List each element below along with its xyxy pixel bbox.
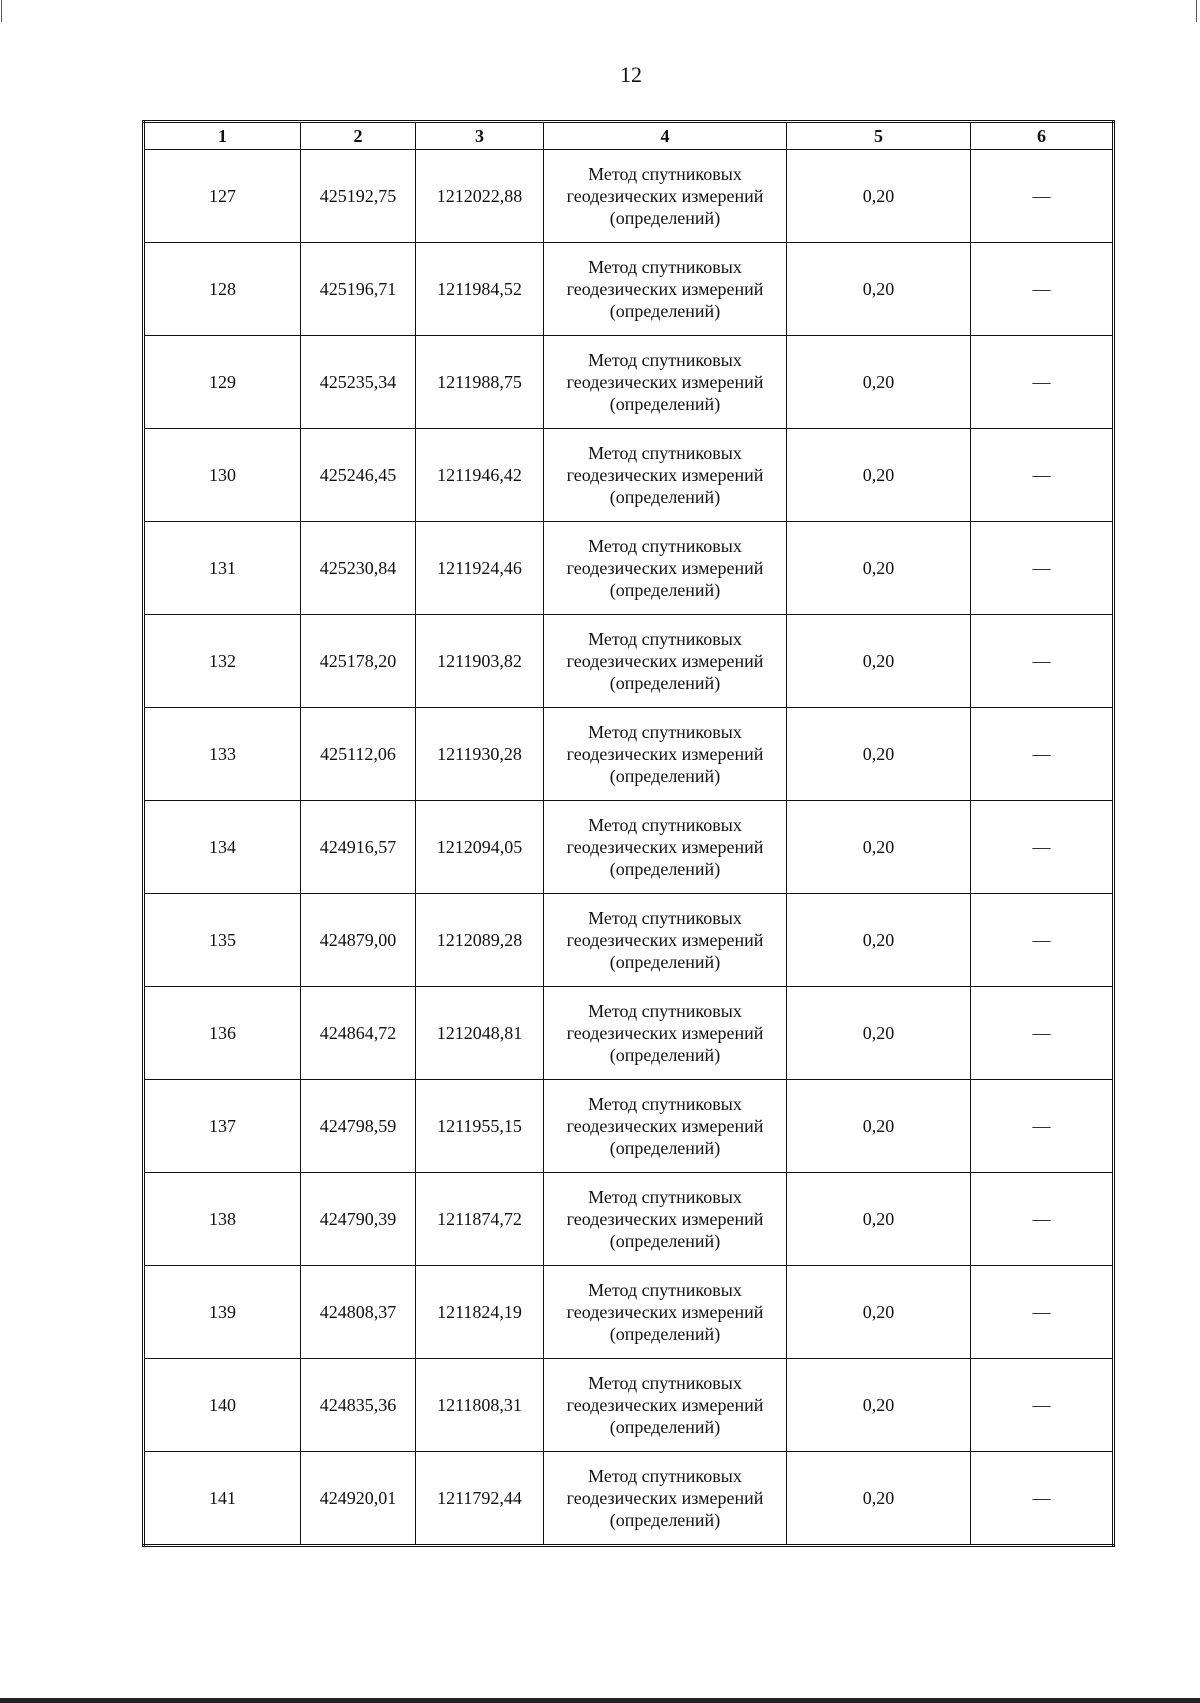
point-number-cell: 134 bbox=[144, 801, 301, 894]
note-cell: — bbox=[971, 615, 1114, 708]
accuracy-cell: 0,20 bbox=[787, 336, 971, 429]
method-cell: Метод спутниковых геодезических измерений (определений) bbox=[544, 708, 787, 801]
x-coordinate-cell: 424920,01 bbox=[301, 1452, 416, 1546]
accuracy-cell: 0,20 bbox=[787, 894, 971, 987]
table-row bbox=[144, 708, 1114, 801]
y-coordinate-cell: 1211824,19 bbox=[416, 1266, 544, 1359]
table-header bbox=[144, 122, 1114, 150]
note-cell: — bbox=[971, 708, 1114, 801]
method-cell: Метод спутниковых геодезических измерений (определений) bbox=[544, 1266, 787, 1359]
y-coordinate-cell: 1211808,31 bbox=[416, 1359, 544, 1452]
point-number-cell: 128 bbox=[144, 243, 301, 336]
x-coordinate-cell: 425196,71 bbox=[301, 243, 416, 336]
method-cell: Метод спутниковых геодезических измерений (определений) bbox=[544, 1080, 787, 1173]
table-row bbox=[144, 1173, 1114, 1266]
table-row bbox=[144, 615, 1114, 708]
y-coordinate-cell: 1212089,28 bbox=[416, 894, 544, 987]
table-row bbox=[144, 522, 1114, 615]
table-row bbox=[144, 1080, 1114, 1173]
x-coordinate-cell: 424864,72 bbox=[301, 987, 416, 1080]
table-row bbox=[144, 243, 1114, 336]
coordinates-table bbox=[142, 120, 1115, 1547]
table-row bbox=[144, 987, 1114, 1080]
scan-edge-mark-left bbox=[1, 0, 2, 22]
scan-edge-mark-right bbox=[1196, 0, 1197, 22]
x-coordinate-cell: 425192,75 bbox=[301, 150, 416, 243]
point-number-cell: 140 bbox=[144, 1359, 301, 1452]
note-cell: — bbox=[971, 894, 1114, 987]
method-cell: Метод спутниковых геодезических измерений (определений) bbox=[544, 801, 787, 894]
point-number-cell: 137 bbox=[144, 1080, 301, 1173]
note-cell: — bbox=[971, 522, 1114, 615]
header-col-3: 3 bbox=[416, 122, 544, 150]
note-cell: — bbox=[971, 1266, 1114, 1359]
x-coordinate-cell: 424808,37 bbox=[301, 1266, 416, 1359]
y-coordinate-cell: 1212094,05 bbox=[416, 801, 544, 894]
note-cell: — bbox=[971, 1173, 1114, 1266]
y-coordinate-cell: 1211874,72 bbox=[416, 1173, 544, 1266]
point-number-cell: 135 bbox=[144, 894, 301, 987]
table-row bbox=[144, 336, 1114, 429]
accuracy-cell: 0,20 bbox=[787, 987, 971, 1080]
note-cell: — bbox=[971, 1080, 1114, 1173]
method-cell: Метод спутниковых геодезических измерений (определений) bbox=[544, 429, 787, 522]
point-number-cell: 131 bbox=[144, 522, 301, 615]
note-cell: — bbox=[971, 801, 1114, 894]
header-col-2: 2 bbox=[301, 122, 416, 150]
method-cell: Метод спутниковых геодезических измерений (определений) bbox=[544, 150, 787, 243]
coordinates-table-container bbox=[142, 120, 1115, 1547]
method-cell: Метод спутниковых геодезических измерений (определений) bbox=[544, 987, 787, 1080]
x-coordinate-cell: 425235,34 bbox=[301, 336, 416, 429]
accuracy-cell: 0,20 bbox=[787, 1266, 971, 1359]
y-coordinate-cell: 1211930,28 bbox=[416, 708, 544, 801]
note-cell: — bbox=[971, 1452, 1114, 1546]
note-cell: — bbox=[971, 243, 1114, 336]
table-row bbox=[144, 150, 1114, 243]
x-coordinate-cell: 425178,20 bbox=[301, 615, 416, 708]
accuracy-cell: 0,20 bbox=[787, 801, 971, 894]
method-cell: Метод спутниковых геодезических измерений (определений) bbox=[544, 1359, 787, 1452]
x-coordinate-cell: 425246,45 bbox=[301, 429, 416, 522]
y-coordinate-cell: 1211946,42 bbox=[416, 429, 544, 522]
accuracy-cell: 0,20 bbox=[787, 429, 971, 522]
x-coordinate-cell: 424798,59 bbox=[301, 1080, 416, 1173]
accuracy-cell: 0,20 bbox=[787, 615, 971, 708]
accuracy-cell: 0,20 bbox=[787, 1173, 971, 1266]
accuracy-cell: 0,20 bbox=[787, 243, 971, 336]
y-coordinate-cell: 1211792,44 bbox=[416, 1452, 544, 1546]
y-coordinate-cell: 1211924,46 bbox=[416, 522, 544, 615]
note-cell: — bbox=[971, 429, 1114, 522]
y-coordinate-cell: 1211988,75 bbox=[416, 336, 544, 429]
header-col-1: 1 bbox=[144, 122, 301, 150]
table-row bbox=[144, 801, 1114, 894]
accuracy-cell: 0,20 bbox=[787, 708, 971, 801]
page-number: 12 bbox=[620, 62, 642, 87]
point-number-cell: 132 bbox=[144, 615, 301, 708]
table-row bbox=[144, 1452, 1114, 1546]
y-coordinate-cell: 1211955,15 bbox=[416, 1080, 544, 1173]
header-col-4: 4 bbox=[544, 122, 787, 150]
accuracy-cell: 0,20 bbox=[787, 150, 971, 243]
note-cell: — bbox=[971, 987, 1114, 1080]
method-cell: Метод спутниковых геодезических измерений (определений) bbox=[544, 336, 787, 429]
header-row bbox=[144, 122, 1114, 150]
y-coordinate-cell: 1211984,52 bbox=[416, 243, 544, 336]
method-cell: Метод спутниковых геодезических измерений (определений) bbox=[544, 894, 787, 987]
point-number-cell: 138 bbox=[144, 1173, 301, 1266]
y-coordinate-cell: 1211903,82 bbox=[416, 615, 544, 708]
table-row bbox=[144, 1266, 1114, 1359]
table-body bbox=[144, 150, 1114, 1546]
y-coordinate-cell: 1212048,81 bbox=[416, 987, 544, 1080]
method-cell: Метод спутниковых геодезических измерений (определений) bbox=[544, 1452, 787, 1546]
point-number-cell: 139 bbox=[144, 1266, 301, 1359]
table-row bbox=[144, 429, 1114, 522]
point-number-cell: 136 bbox=[144, 987, 301, 1080]
x-coordinate-cell: 424835,36 bbox=[301, 1359, 416, 1452]
point-number-cell: 133 bbox=[144, 708, 301, 801]
note-cell: — bbox=[971, 150, 1114, 243]
accuracy-cell: 0,20 bbox=[787, 1452, 971, 1546]
method-cell: Метод спутниковых геодезических измерений (определений) bbox=[544, 522, 787, 615]
method-cell: Метод спутниковых геодезических измерений (определений) bbox=[544, 1173, 787, 1266]
accuracy-cell: 0,20 bbox=[787, 1359, 971, 1452]
x-coordinate-cell: 425230,84 bbox=[301, 522, 416, 615]
point-number-cell: 129 bbox=[144, 336, 301, 429]
x-coordinate-cell: 424879,00 bbox=[301, 894, 416, 987]
table-row bbox=[144, 1359, 1114, 1452]
header-col-5: 5 bbox=[787, 122, 971, 150]
point-number-cell: 130 bbox=[144, 429, 301, 522]
note-cell: — bbox=[971, 336, 1114, 429]
y-coordinate-cell: 1212022,88 bbox=[416, 150, 544, 243]
accuracy-cell: 0,20 bbox=[787, 1080, 971, 1173]
accuracy-cell: 0,20 bbox=[787, 522, 971, 615]
scan-bottom-edge bbox=[0, 1698, 1200, 1703]
x-coordinate-cell: 424790,39 bbox=[301, 1173, 416, 1266]
x-coordinate-cell: 424916,57 bbox=[301, 801, 416, 894]
note-cell: — bbox=[971, 1359, 1114, 1452]
method-cell: Метод спутниковых геодезических измерений (определений) bbox=[544, 243, 787, 336]
header-col-6: 6 bbox=[971, 122, 1114, 150]
point-number-cell: 141 bbox=[144, 1452, 301, 1546]
point-number-cell: 127 bbox=[144, 150, 301, 243]
table-row bbox=[144, 894, 1114, 987]
method-cell: Метод спутниковых геодезических измерений (определений) bbox=[544, 615, 787, 708]
x-coordinate-cell: 425112,06 bbox=[301, 708, 416, 801]
